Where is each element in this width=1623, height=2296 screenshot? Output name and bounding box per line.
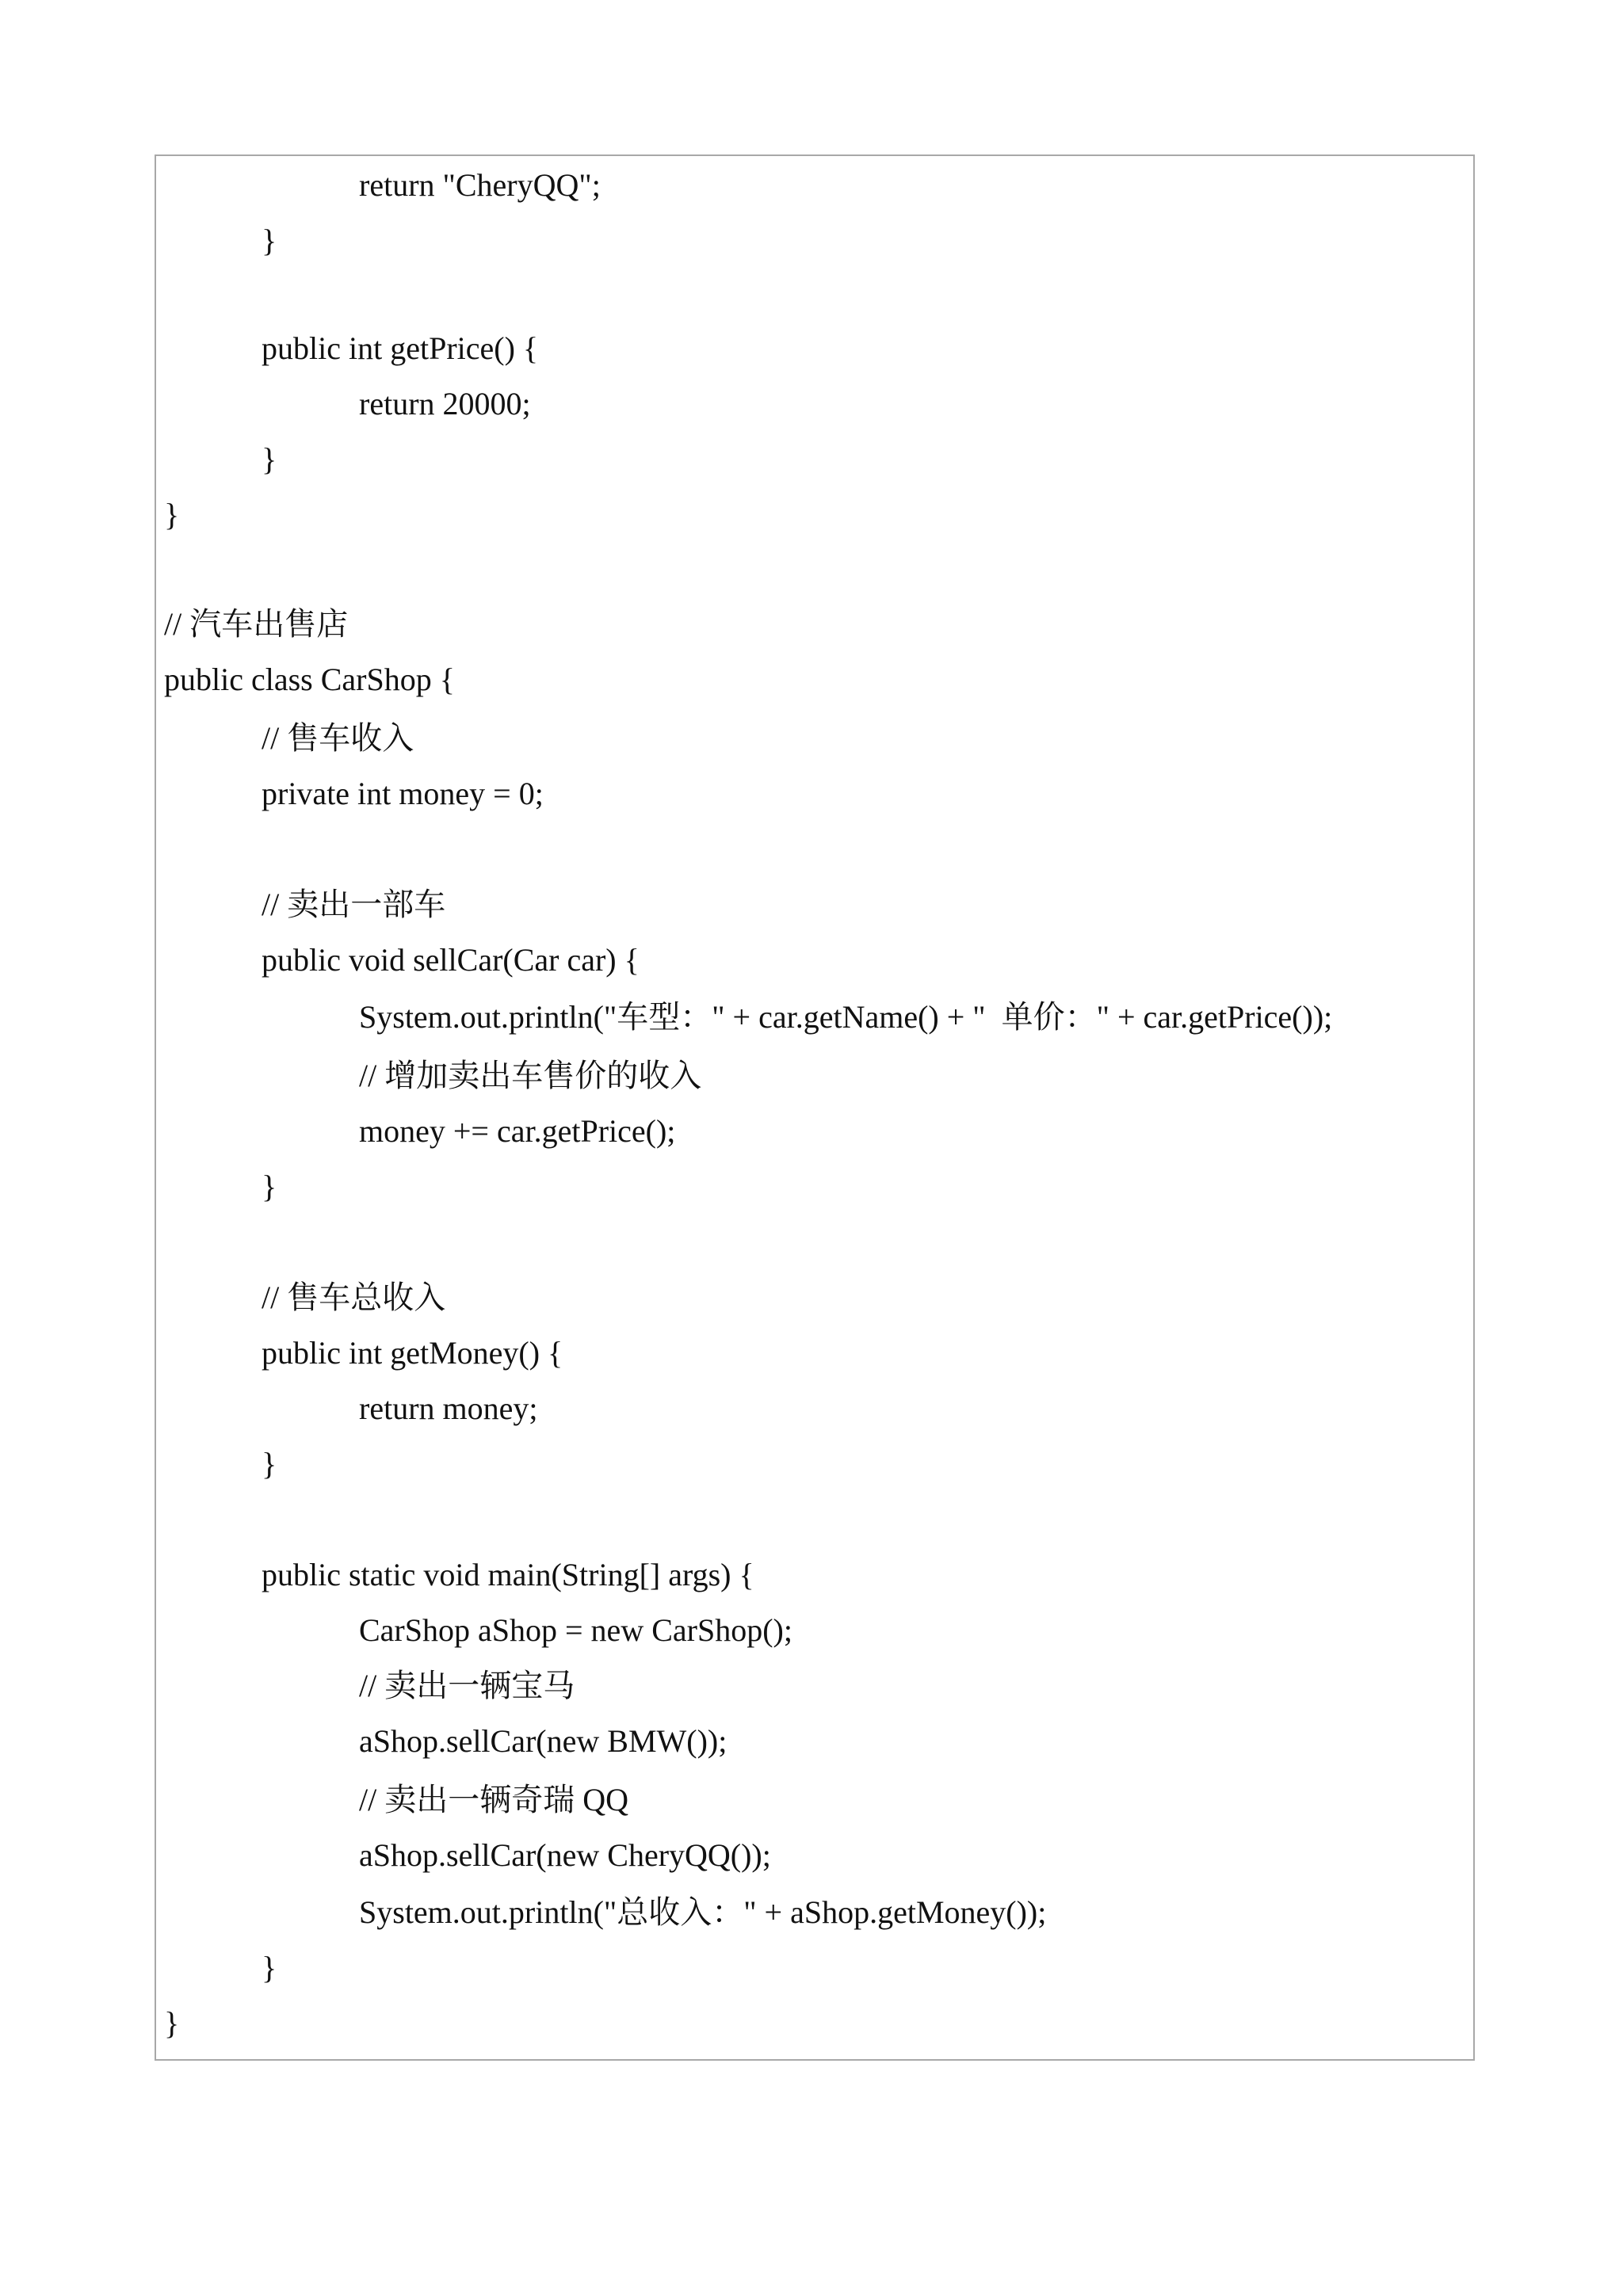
code-line: public int getPrice() { [262, 330, 539, 366]
code-line: money += car.getPrice(); [359, 1113, 676, 1149]
code-line: return money; [359, 1390, 538, 1426]
code-line: } [164, 2005, 180, 2041]
code-line: } [164, 497, 180, 532]
code-line: // 增加卖出车售价的收入 [359, 1058, 702, 1093]
code-line: } [262, 1446, 277, 1482]
code-line: return 20000; [359, 386, 531, 421]
code-line: } [262, 223, 277, 258]
code-line: aShop.sellCar(new BMW()); [359, 1723, 727, 1759]
code-line: CarShop aShop = new CarShop(); [359, 1612, 792, 1648]
code-line: // 卖出一辆宝马 [359, 1668, 575, 1703]
code-line: System.out.println("车型：" + car.getName() + " 单价：" + car.getPrice()); [359, 999, 1333, 1035]
code-line: public class CarShop { [164, 662, 455, 697]
code-line: aShop.sellCar(new CheryQQ()); [359, 1837, 771, 1873]
code-line: public static void main(String[] args) { [262, 1557, 754, 1592]
code-line: System.out.println("总收入：" + aShop.getMoney()); [359, 1894, 1047, 1930]
code-line: // 售车总收入 [262, 1280, 446, 1315]
code-block [155, 154, 1475, 2061]
code-line: return "CheryQQ"; [359, 167, 601, 203]
code-line: public void sellCar(Car car) { [262, 942, 640, 978]
code-line: // 售车收入 [262, 720, 414, 756]
code-line: public int getMoney() { [262, 1335, 563, 1371]
code-line: // 汽车出售店 [164, 606, 349, 642]
code-line: private int money = 0; [262, 776, 544, 811]
code-line: // 卖出一辆奇瑞 QQ [359, 1782, 628, 1817]
code-line: // 卖出一部车 [262, 887, 446, 922]
code-line: } [262, 1169, 277, 1204]
code-line: } [262, 441, 277, 477]
code-line: } [262, 1950, 277, 1985]
